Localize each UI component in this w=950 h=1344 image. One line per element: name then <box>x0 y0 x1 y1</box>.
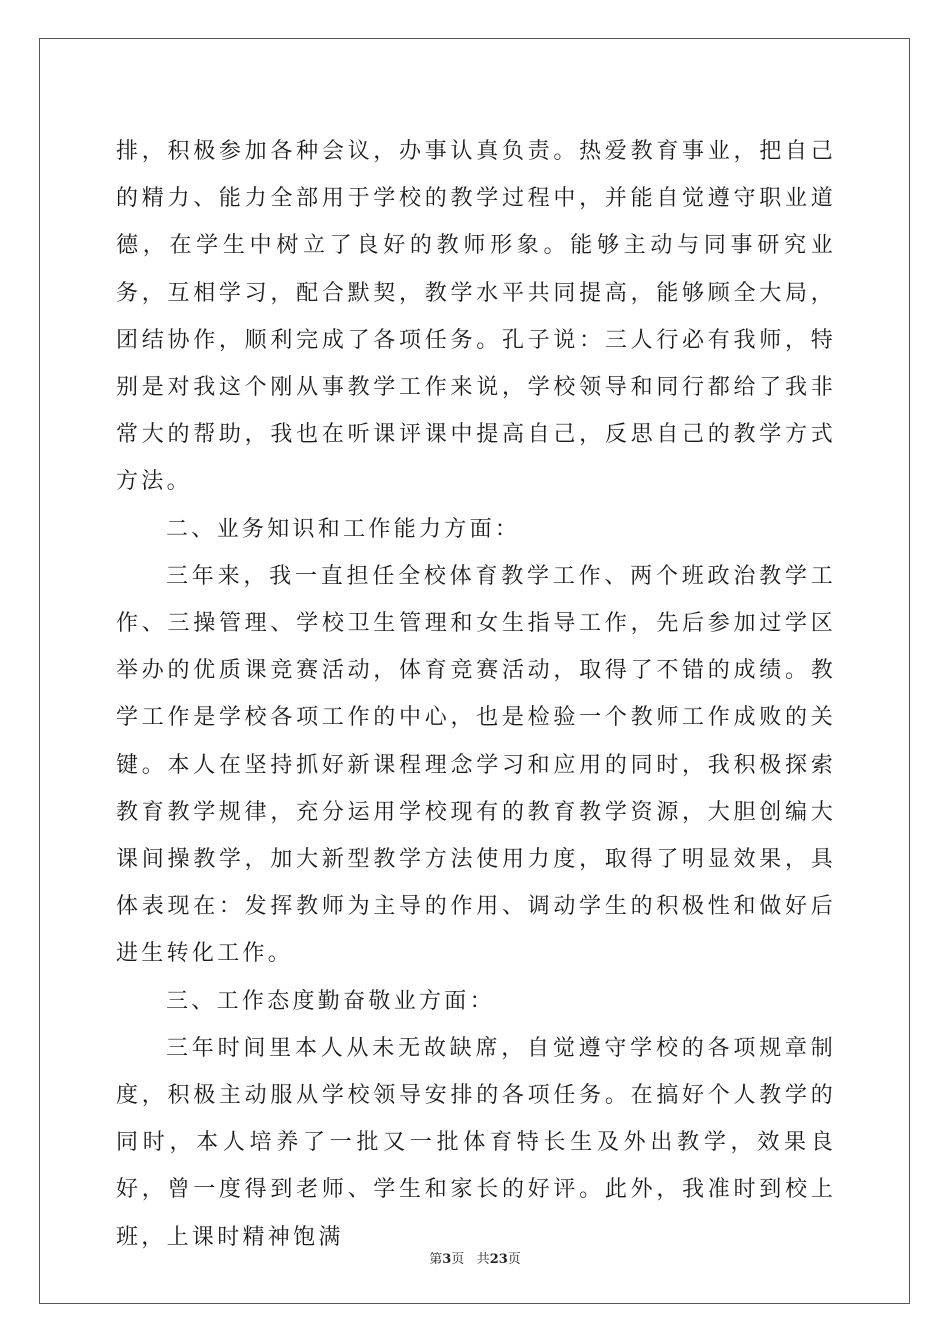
paragraph-work-attitude: 三年时间里本人从未无故缺席，自觉遵守学校的各项规章制度，积极主动服从学校领导安排的各项任务。在搞好个人教学的同时，本人培养了一批又一批体育特长生及外出教学，效果良好，曾一度得到老师、学生和家长的好评。此外，我准时到校上班，上课时精神饱满 <box>116 1035 836 1250</box>
document-body <box>116 128 836 1261</box>
footer-page-number: 3 <box>442 1252 452 1267</box>
footer-total-prefix: 共 <box>476 1252 490 1267</box>
footer-total-suffix: 页 <box>507 1252 521 1267</box>
section-heading-work-attitude: 三、工作态度勤奋敬业方面： <box>166 988 495 1014</box>
paragraph-business-knowledge: 三年来，我一直担任全校体育教学工作、两个班政治教学工作、三操管理、学校卫生管理和女生指导工作，先后参加过学区举办的优质课竞赛活动，体育竞赛活动，取得了不错的成绩。教学工作是学校各项工作的中心，也是检验一个教师工作成败的关键。本人在坚持抓好新课程理念学习和应用的同时，我积极探索教育教学规律，充分运用学校现有的教育教学资源，大胆创编大课间操教学，加大新型教学方法使用力度，取得了明显效果，具体表现在：发挥教师为主导的作用、调动学生的积极性和做好后进生转化工作。 <box>116 563 836 967</box>
footer-page-suffix: 页 <box>451 1252 465 1267</box>
section-heading-business-knowledge: 二、业务知识和工作能力方面： <box>166 516 521 542</box>
footer-total-pages: 23 <box>489 1252 508 1267</box>
footer-prefix: 第 <box>429 1252 443 1267</box>
paragraph-continuation: 排，积极参加各种会议，办事认真负责。热爱教育事业，把自己的精力、能力全部用于学校的教学过程中，并能自觉遵守职业道德，在学生中树立了良好的教师形象。能够主动与同事研究业务，互相学习，配合默契，教学水平共同提高，能够顾全大局，团结协作，顺利完成了各项任务。孔子说：三人行必有我师，特别是对我这个刚从事教学工作来说，学校领导和同行都给了我非常大的帮助，我也在听课评课中提高自己，反思自己的教学方式方法。 <box>116 139 836 495</box>
page-footer <box>0 1248 950 1267</box>
